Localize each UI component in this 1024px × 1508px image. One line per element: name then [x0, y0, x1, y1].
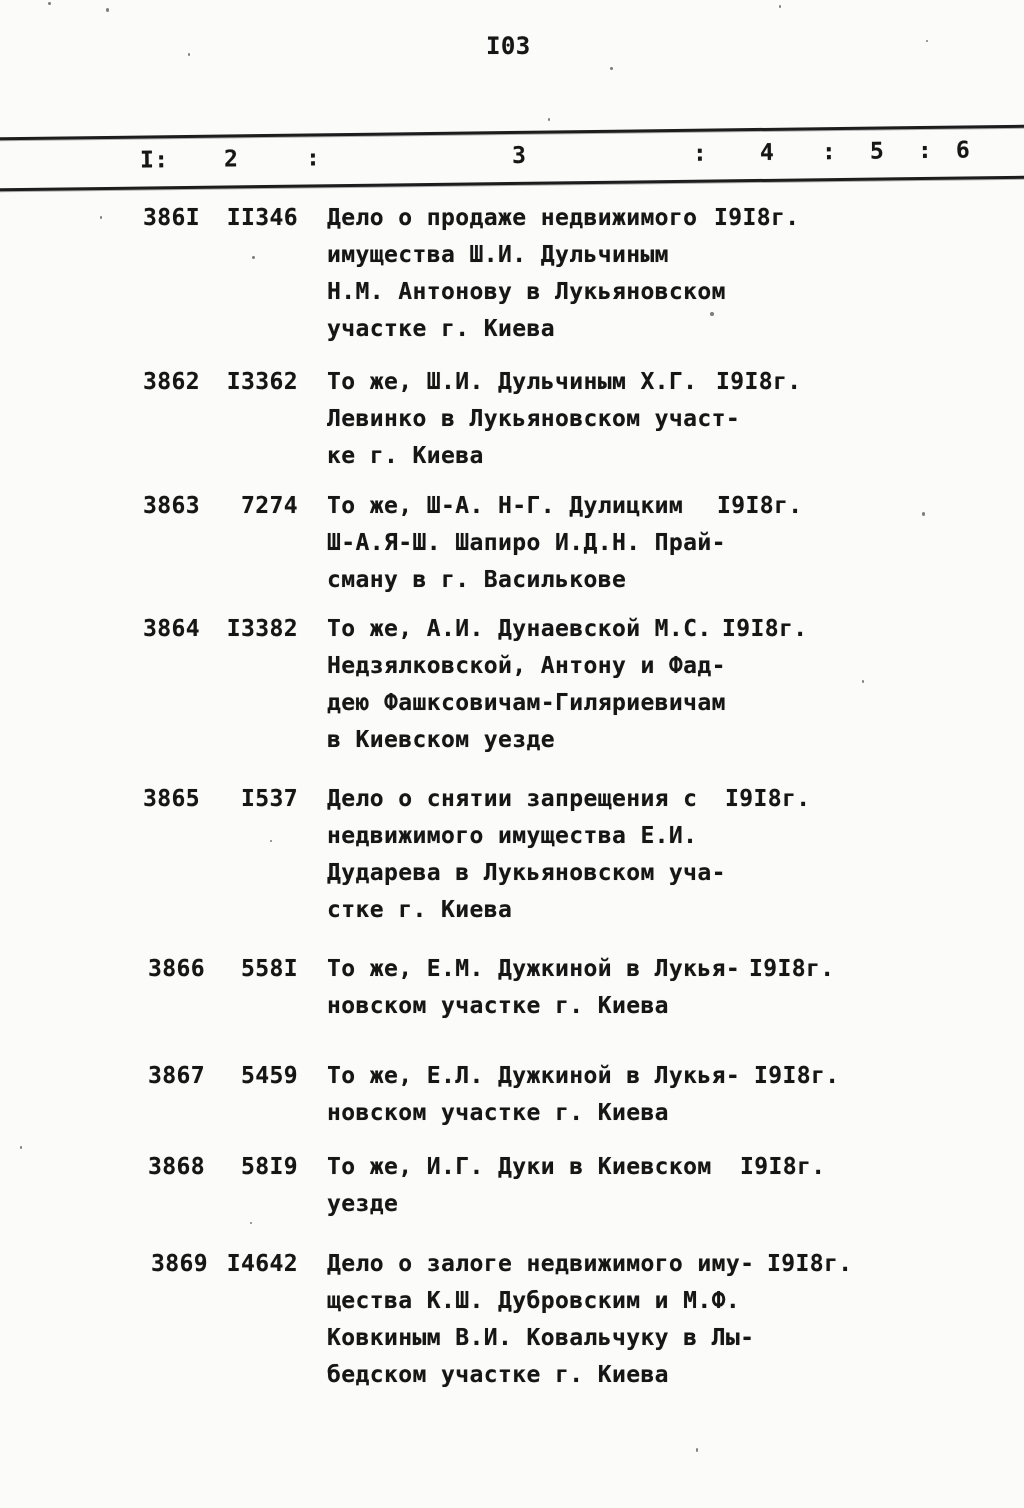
entry-year: I9I8г. [716, 369, 802, 395]
entry-file-number: I3382 [226, 616, 298, 642]
entry-description-line: То же, А.И. Дунаевской М.С. [327, 616, 712, 642]
entry-description-line: Дело о снятии запрещения с [327, 786, 698, 812]
scan-speck [862, 680, 864, 683]
entry-description-line: в Киевском уезде [327, 727, 555, 753]
entry-number: 386I [143, 205, 200, 231]
entry-description-line: щества К.Ш. Дубровским и М.Ф. [327, 1288, 741, 1314]
header-cell-separator: : [917, 137, 933, 165]
header-cell-5: 5 [869, 138, 885, 165]
entry-description-line: дею Фашксовичам-Гиляриевичам [327, 690, 726, 716]
entry-number: 3866 [148, 956, 205, 982]
entry-year: I9I8г. [749, 956, 835, 982]
entry-number: 3863 [143, 493, 200, 519]
entry-description-line: недвижимого имущества Е.И. [327, 823, 698, 849]
entry-description-line: Недзялковской, Антону и Фад- [327, 653, 726, 679]
entry-description [327, 1058, 767, 1132]
entry-description [327, 488, 767, 599]
entry-year: I9I8г. [740, 1154, 826, 1180]
entry-description-line: имущества Ш.И. Дульчиным [327, 242, 669, 268]
entry-file-number: 5459 [241, 1063, 298, 1089]
entry-description-line: Левинко в Лукьяновском участ- [327, 406, 741, 432]
entry-description-line: участке г. Киева [327, 316, 555, 342]
entry-year: I9I8г. [714, 205, 800, 231]
entry-description-line: стке г. Киева [327, 897, 513, 923]
entry-description [327, 781, 767, 929]
scan-speck [779, 5, 781, 8]
scan-speck [922, 512, 925, 516]
entry-description-line: новском участке г. Киева [327, 1100, 669, 1126]
scan-speck [710, 312, 714, 316]
scan-speck [252, 256, 255, 259]
entry-description-line: новском участке г. Киева [327, 993, 669, 1019]
entry-year: I9I8г. [722, 616, 808, 642]
header-cell-separator: : [821, 139, 837, 166]
table-header [0, 122, 1024, 193]
entry-description [327, 1149, 767, 1223]
entry-file-number: 558I [241, 956, 298, 982]
entry-number: 3869 [151, 1251, 208, 1277]
entry-year: I9I8г. [725, 786, 811, 812]
entry-year: I9I8г. [717, 493, 803, 519]
entry-number: 3867 [148, 1063, 205, 1089]
entry-file-number: 58I9 [241, 1154, 298, 1180]
entry-description-line: Ковкиным В.И. Ковальчуку в Лы- [327, 1325, 755, 1351]
scan-speck [926, 40, 928, 42]
header-cell-1: I: [139, 147, 169, 174]
entry-description-line: То же, И.Г. Дуки в Киевском [327, 1154, 712, 1180]
entry-file-number: I3362 [226, 369, 298, 395]
entry-number: 3864 [143, 616, 200, 642]
entry-description [327, 1246, 767, 1394]
header-cell-separator: : [692, 140, 708, 167]
entry-number: 3862 [143, 369, 200, 395]
entry-description-line: То же, Ш-А. Н-Г. Дулицким [327, 493, 684, 519]
entry-number: 3868 [148, 1154, 205, 1180]
scan-speck [270, 840, 272, 842]
page-number: I03 [486, 32, 531, 60]
scan-speck [106, 8, 109, 12]
entry-description [327, 200, 767, 348]
entry-file-number: 7274 [241, 493, 298, 519]
entry-description-line: Дударева в Лукьяновском уча- [327, 860, 726, 886]
entry-description-line: То же, Ш.И. Дульчиным Х.Г. [327, 369, 698, 395]
entry-number: 3865 [143, 786, 200, 812]
header-cell-6: 6 [955, 137, 971, 164]
scan-speck [696, 1448, 698, 1452]
entry-file-number: II346 [226, 205, 298, 231]
entry-year: I9I8г. [754, 1063, 840, 1089]
entry-description-line: То же, Е.М. Дужкиной в Лукья- [327, 956, 741, 982]
header-cell-4: 4 [759, 139, 775, 166]
entry-description-line: Дело о залоге недвижимого иму- [327, 1251, 755, 1277]
header-cell-3: 3 [511, 142, 527, 169]
entry-description-line: бедском участке г. Киева [327, 1362, 669, 1388]
scan-speck [250, 1222, 252, 1224]
entry-file-number: I537 [241, 786, 298, 812]
header-cell-2: 2 [223, 146, 239, 173]
scan-speck [548, 118, 550, 121]
entry-description-line: Н.М. Антонову в Лукьяновском [327, 279, 726, 305]
scan-speck [188, 53, 190, 56]
entry-year: I9I8г. [767, 1251, 853, 1277]
entry-description-line: Дело о продаже недвижимого [327, 205, 698, 231]
entry-description [327, 951, 767, 1025]
entry-description [327, 611, 767, 759]
entry-description-line: уезде [327, 1191, 399, 1217]
entry-description [327, 364, 767, 475]
entry-file-number: I4642 [226, 1251, 298, 1277]
entry-description-line: сману в г. Василькове [327, 567, 627, 593]
scan-speck [100, 216, 102, 219]
entry-description-line: То же, Е.Л. Дужкиной в Лукья- [327, 1063, 741, 1089]
header-cell-separator: : [305, 145, 321, 172]
scan-speck [610, 67, 613, 70]
scan-speck [48, 2, 51, 5]
entry-description-line: Ш-А.Я-Ш. Шапиро И.Д.Н. Прай- [327, 530, 726, 556]
entry-description-line: ке г. Киева [327, 443, 484, 469]
scan-speck [20, 1146, 22, 1149]
